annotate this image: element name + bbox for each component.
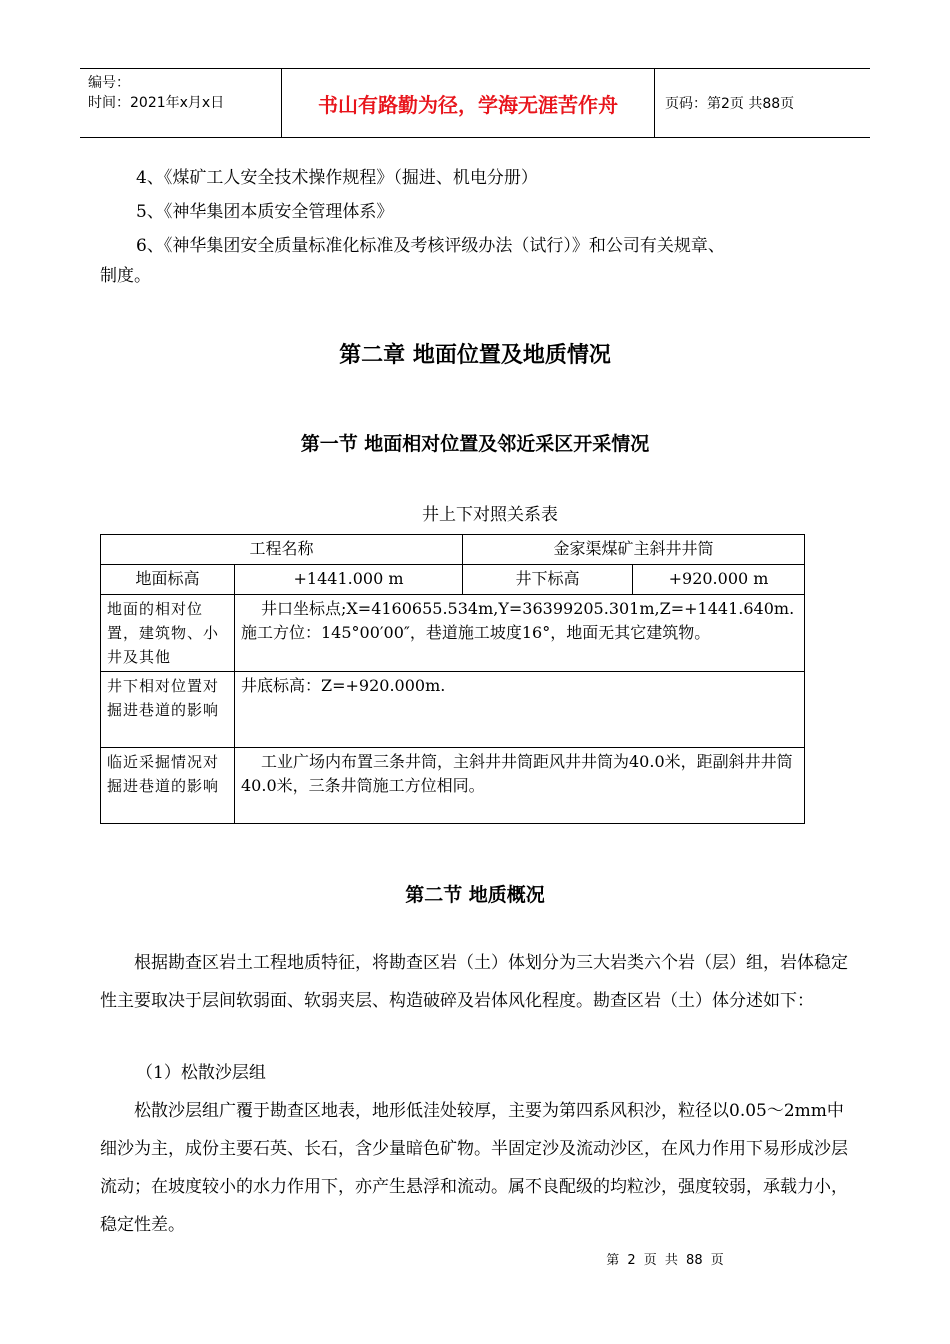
header-motto: 书山有路勤为径，学海无涯苦作舟 bbox=[282, 69, 655, 137]
page-header bbox=[80, 68, 870, 138]
page-footer: 第 2 页 共 88 页 bbox=[606, 1253, 724, 1268]
section-2-title: 第二节 地质概况 bbox=[405, 884, 545, 906]
table-cell-underground-position-label: 井下相对位置对掘进巷道的影响 bbox=[101, 672, 235, 748]
table-cell-nearby-mining-label: 临近采掘情况对掘进巷道的影响 bbox=[101, 748, 235, 824]
table-cell-surface-position-value: 井口坐标点;X=4160655.534m,Y=36399205.301m,Z=+1441.640m.施工方位：145°00′00″，巷道施工坡度16°，地面无其它建筑物。 bbox=[235, 595, 805, 672]
table-cell-surface-position-label: 地面的相对位置，建筑物、小井及其他 bbox=[101, 595, 235, 672]
table-row bbox=[101, 748, 805, 824]
subheading-loose-sand: （1）松散沙层组 bbox=[136, 1063, 266, 1083]
section-1-title: 第一节 地面相对位置及邻近采区开采情况 bbox=[300, 433, 650, 455]
table-row bbox=[101, 565, 805, 595]
table-cell-project-value: 金家渠煤矿主斜井井筒 bbox=[463, 535, 805, 565]
table-caption: 井上下对照关系表 bbox=[422, 505, 558, 525]
intro-item-6-cont: 制度。 bbox=[100, 266, 151, 286]
table-row bbox=[101, 535, 805, 565]
header-date: 时间：2021年x月x日 bbox=[88, 95, 225, 111]
table-cell-project-label: 工程名称 bbox=[101, 535, 463, 565]
geology-paragraph: 根据勘查区岩土工程地质特征，将勘查区岩（土）体划分为三大岩类六个岩（层）组，岩体稳定性主要取决于层间软弱面、软弱夹层、构造破碎及岩体风化程度。勘查区岩（土）体分述如下： bbox=[100, 953, 848, 1011]
table-cell-underground-elevation-label: 井下标高 bbox=[463, 565, 633, 595]
table-row bbox=[101, 672, 805, 748]
table-cell-nearby-mining-value: 工业广场内布置三条井筒，主斜井井筒距风井井筒为40.0米，距副斜井井筒40.0米，三条井筒施工方位相同。 bbox=[235, 748, 805, 824]
chapter-title: 第二章 地面位置及地质情况 bbox=[339, 343, 611, 368]
intro-item-6: 6、《神华集团安全质量标准化标准及考核评级办法（试行）》和公司有关规章、 bbox=[136, 236, 725, 256]
table-row bbox=[101, 595, 805, 672]
table-cell-underground-position-value: 井底标高：Z=+920.000m. bbox=[235, 672, 805, 748]
shaft-comparison-table bbox=[100, 534, 805, 824]
sand-paragraph: 松散沙层组广覆于勘查区地表，地形低洼处较厚，主要为第四系风积沙，粒径以0.05～2mm中细沙为主，成份主要石英、长石，含少量暗色矿物。半固定沙及流动沙区，在风力作用下易形成沙层流动；在坡度较小的水力作用下，亦产生悬浮和流动。属不良配级的均粒沙，强度较弱，承载力小，稳定性差。 bbox=[100, 1101, 848, 1235]
header-number-label: 编号： bbox=[88, 75, 130, 91]
table-cell-underground-elevation-value: +920.000 m bbox=[633, 565, 805, 595]
table-cell-ground-elevation-value: +1441.000 m bbox=[235, 565, 463, 595]
intro-item-4: 4、《煤矿工人安全技术操作规程》（掘进、机电分册） bbox=[136, 168, 538, 188]
intro-item-5: 5、《神华集团本质安全管理体系》 bbox=[136, 202, 394, 222]
header-page-info: 页码：第2页 共88页 bbox=[665, 96, 795, 112]
table-cell-ground-elevation-label: 地面标高 bbox=[101, 565, 235, 595]
header-meta bbox=[80, 69, 282, 137]
